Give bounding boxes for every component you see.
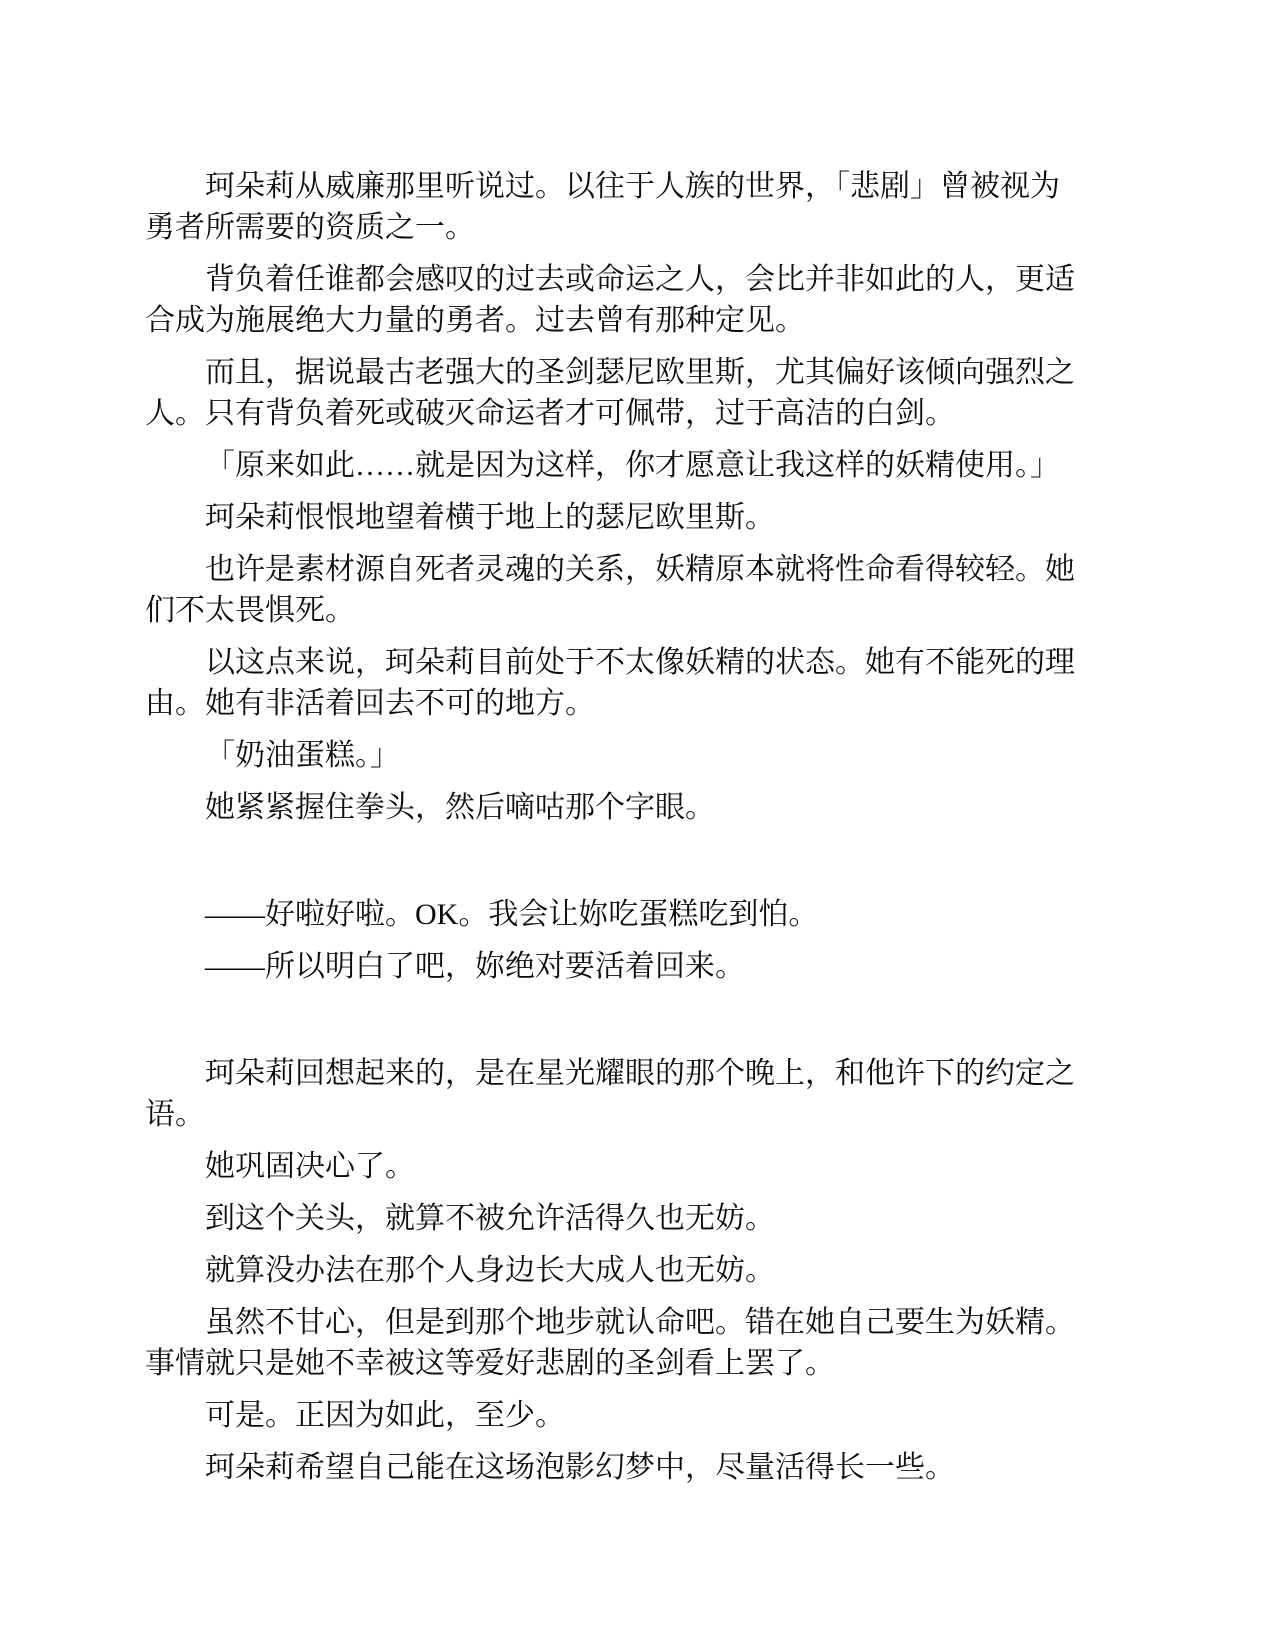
- paragraph: [145, 445, 1077, 486]
- paragraph: [145, 549, 1077, 631]
- paragraph: [145, 946, 1077, 987]
- text-line: 「奶油蛋糕。」: [205, 739, 400, 772]
- text-line: ——好啦好啦。OK。我会让妳吃蛋糕吃到怕。: [205, 898, 819, 931]
- paragraph: [145, 166, 1077, 248]
- text-line: 她紧紧握住拳头，然后嘀咕那个字眼。: [205, 791, 715, 824]
- paragraph: [145, 1053, 1077, 1135]
- text-line: 而且，据说最古老强大的圣剑瑟尼欧里斯，尤其偏好该倾向强烈之: [205, 356, 1075, 389]
- paragraph: [145, 497, 1077, 538]
- text-line: 由。她有非活着回去不可的地方。: [145, 687, 595, 720]
- text-line: 珂朵莉恨恨地望着横于地上的瑟尼欧里斯。: [205, 501, 775, 534]
- text-line: 事情就只是她不幸被这等爱好悲剧的圣剑看上罢了。: [145, 1347, 835, 1380]
- text-line: 合成为施展绝大力量的勇者。过去曾有那种定见。: [145, 304, 805, 337]
- text-line: ——所以明白了吧，妳绝对要活着回来。: [205, 950, 745, 983]
- text-line: 就算没办法在那个人身边长大成人也无妨。: [205, 1254, 775, 1287]
- text-line: 语。: [145, 1098, 205, 1131]
- text-line: 以这点来说，珂朵莉目前处于不太像妖精的状态。她有不能死的理: [205, 646, 1075, 679]
- text-line: 可是。正因为如此，至少。: [205, 1399, 565, 1432]
- text-line: 到这个关头，就算不被允许活得久也无妨。: [205, 1202, 775, 1235]
- paragraph: [145, 1250, 1077, 1291]
- paragraph: [145, 894, 1077, 935]
- paragraph: [145, 1447, 1077, 1488]
- text-line: 珂朵莉回想起来的，是在星光耀眼的那个晚上，和他许下的约定之: [205, 1057, 1075, 1090]
- paragraph: [145, 1395, 1077, 1436]
- text-line: 珂朵莉希望自己能在这场泡影幻梦中，尽量活得长一些。: [205, 1451, 955, 1484]
- paragraph: [145, 1198, 1077, 1239]
- text-line: 也许是素材源自死者灵魂的关系，妖精原本就将性命看得较轻。她: [205, 553, 1075, 586]
- paragraph: [145, 259, 1077, 341]
- paragraph: [145, 642, 1077, 724]
- paragraph: [145, 352, 1077, 434]
- paragraph: [145, 735, 1077, 776]
- text-line: 人。只有背负着死或破灭命运者才可佩带，过于高洁的白剑。: [145, 397, 955, 430]
- text-line: 「原来如此……就是因为这样，你才愿意让我这样的妖精使用。」: [205, 449, 1060, 482]
- text-line: 珂朵莉从威廉那里听说过。以往于人族的世界，「悲剧」曾被视为: [205, 170, 1060, 203]
- paragraph: [145, 1302, 1077, 1384]
- paragraph: [145, 1146, 1077, 1187]
- paragraph: [145, 787, 1077, 828]
- text-line: 背负着任谁都会感叹的过去或命运之人，会比并非如此的人，更适: [205, 263, 1075, 296]
- text-line: 们不太畏惧死。: [145, 594, 355, 627]
- text-line: 她巩固决心了。: [205, 1150, 415, 1183]
- text-block: [145, 166, 1077, 1488]
- text-line: 虽然不甘心，但是到那个地步就认命吧。错在她自己要生为妖精。: [205, 1306, 1075, 1339]
- text-line: 勇者所需要的资质之一。: [145, 211, 475, 244]
